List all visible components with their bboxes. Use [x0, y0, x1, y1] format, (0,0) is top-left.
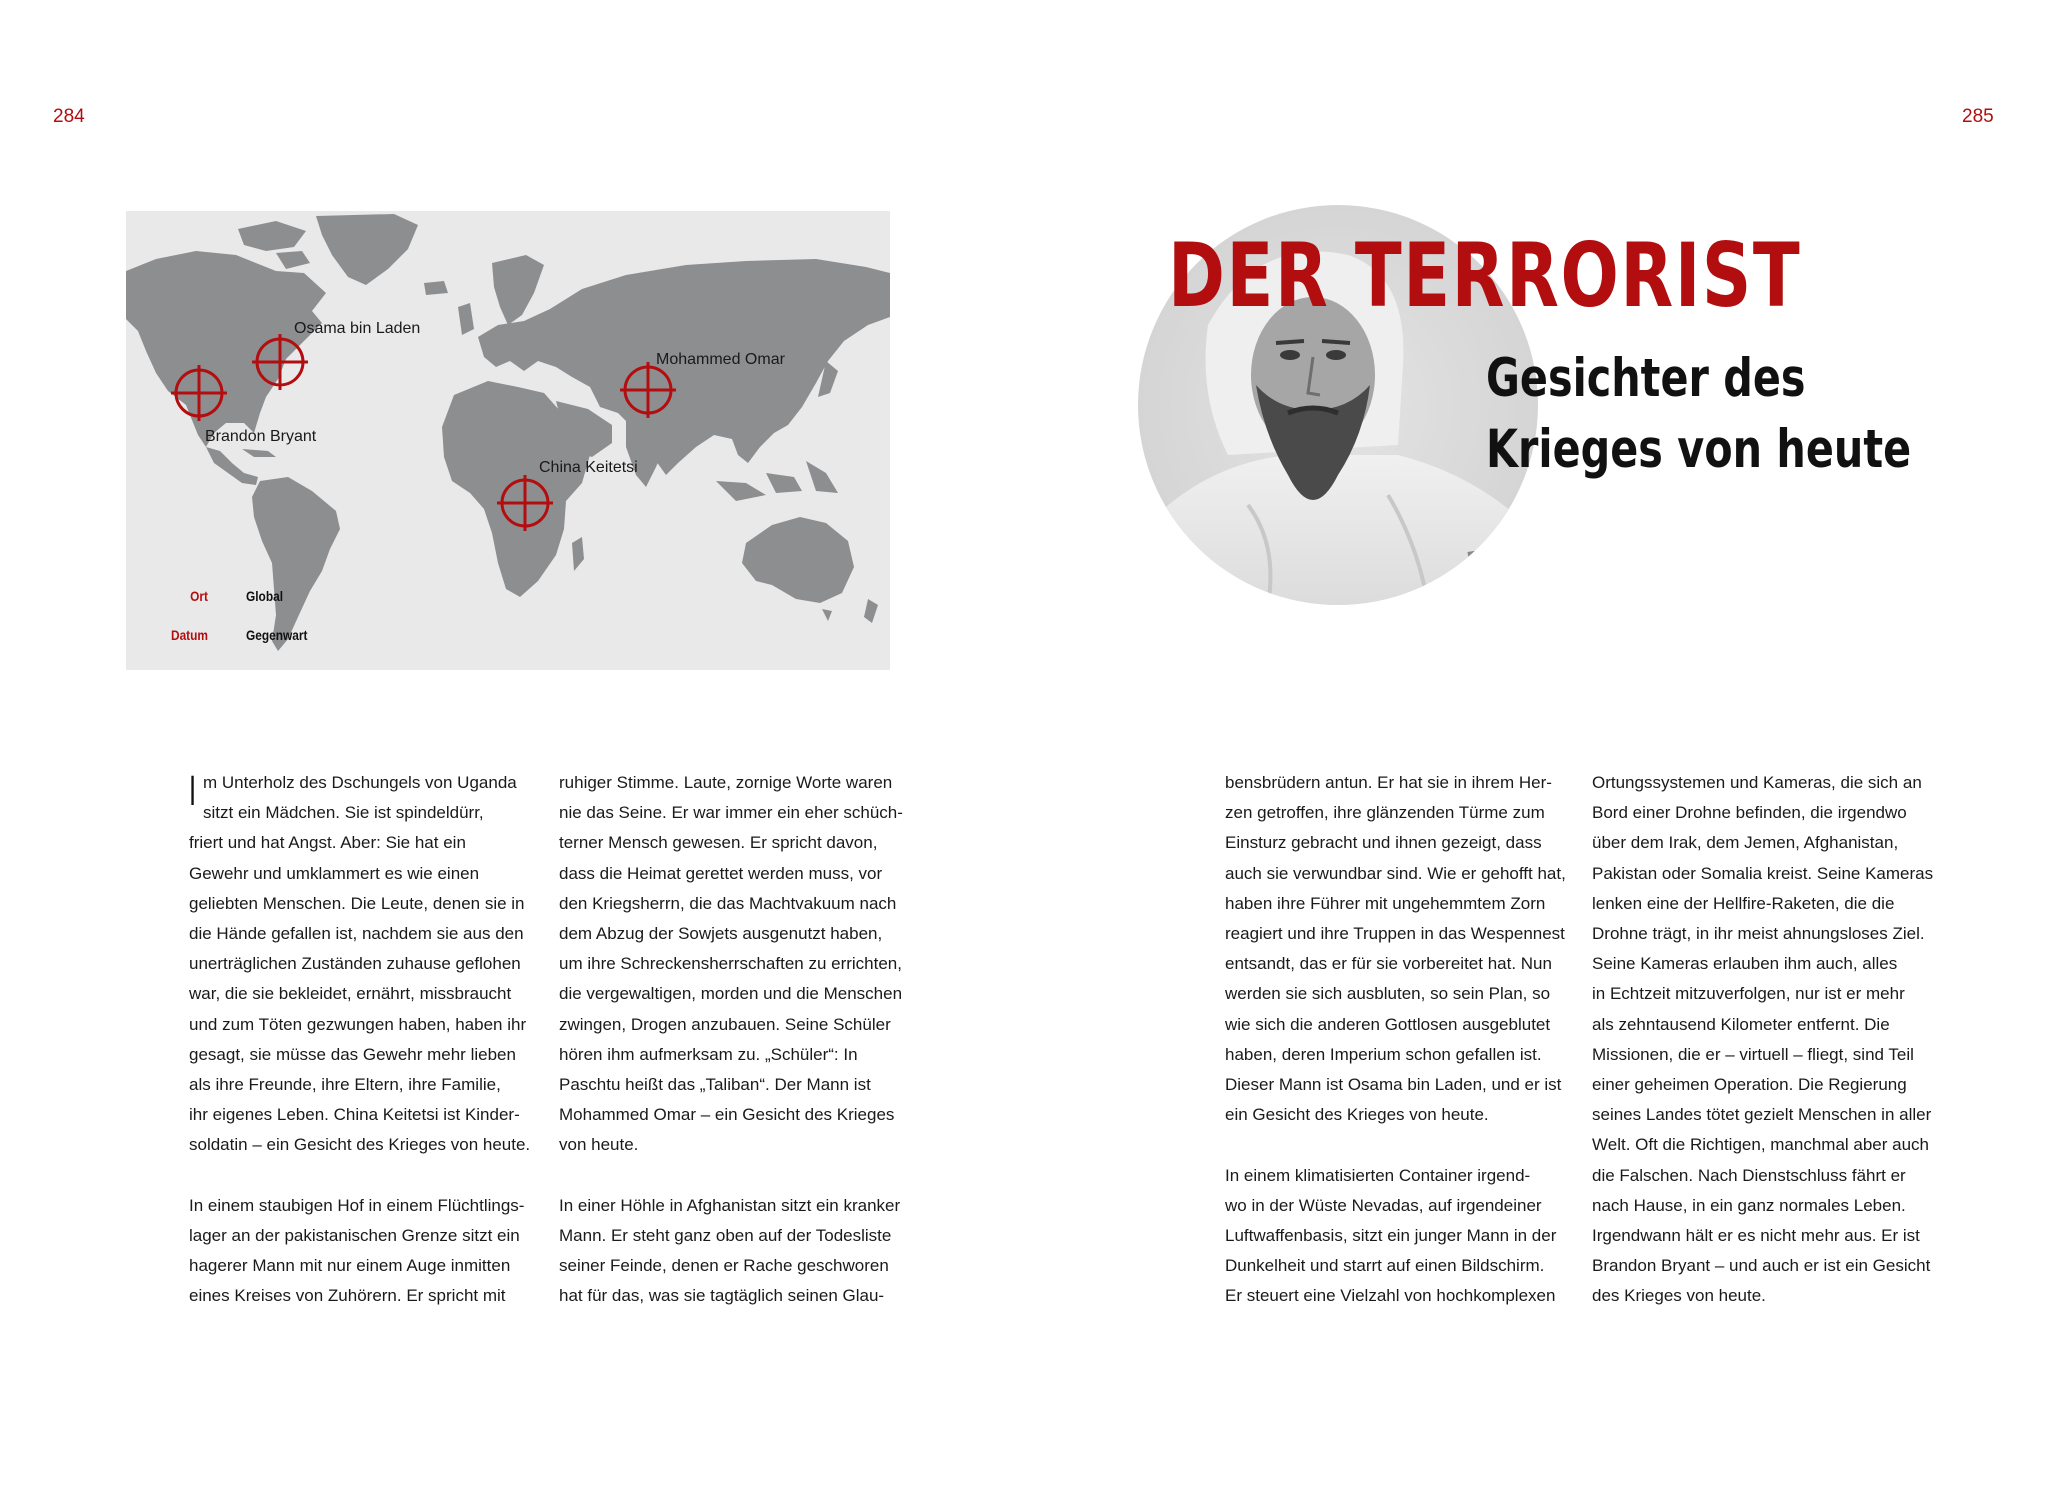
paragraph: In einer Höhle in Afghanistan sitzt ein kranker Mann. Er steht ganz oben auf der Todesliste seiner Feinde, denen er Rache geschworen hat für das, was sie tagtäglich seinen Glau- [559, 1195, 901, 1306]
legend-key-datum: Datum [170, 627, 208, 643]
paragraph: ruhiger Stimme. Laute, zornige Worte waren nie das Seine. Er war immer ein eher schüch- terner Mensch gewesen. Er spricht davon, dass die Heimat gerettet werden muss, vor den Kriegsherrn, die das Machtvakuum nach dem Abzug der Sowjets ausgenutzt haben, um ihre Schreckensherrschaften zu errichten, die vergewaltigen, morden und die Menschen zwingen, Drogen anzubauen. Seine Schüler hören ihm aufmerksam zu. „Schüler“: In Paschtu heißt das „Taliban“. Der Mann ist Mohammed Omar – ein Gesicht des Krieges von heute. [559, 773, 903, 1155]
world-map [126, 211, 890, 670]
north-america [126, 251, 326, 447]
map-label-brandon: Brandon Bryant [205, 428, 317, 445]
scandinavia [492, 255, 544, 325]
text-column-4 [1592, 768, 1952, 1312]
paragraph: In einem klimatisierten Container irgend- wo in der Wüste Nevadas, auf irgendeiner Luftwaffenbasis, sitzt ein junger Mann in der Dunkelheit und starrt auf einen Bildschirm. Er steuert eine Vielzahl von hochkomplexen [1225, 1165, 1557, 1306]
australia [742, 517, 854, 603]
legend-value-ort: Global [246, 588, 284, 604]
drop-cap: I [189, 769, 197, 815]
map-label-mohammed: Mohammed Omar [656, 351, 785, 368]
map-label-china: China Keitetsi [539, 459, 638, 476]
legend-key-ort: Ort [190, 588, 208, 604]
text-column-2 [559, 768, 919, 1312]
page-number-right: 285 [1962, 106, 1994, 127]
map-label-osama: Osama bin Laden [294, 320, 421, 337]
paragraph: In einem staubigen Hof in einem Flüchtlings- lager an der pakistanischen Grenze sitzt ein hagerer Mann mit nur einem Auge inmitten eines Kreises von Zuhörern. Er spricht mit [189, 1195, 525, 1306]
subtitle-line-2: Krieges von heute [1486, 419, 1912, 480]
south-america [252, 477, 340, 651]
paragraph-text: m Unterholz des Dschungels von Uganda sitzt ein Mädchen. Sie ist spindeldürr, friert und hat Angst. Aber: Sie hat ein Gewehr und umklammert es wie einen geliebten Menschen. Die Leute, denen sie in die Hände gefallen ist, nachdem sie aus den unerträglichen Zuständen zuhause geflohen war, die sie bekleidet, ernährt, missbraucht und zum Töten gezwungen haben, haben ihr gesagt, sie müsse das Gewehr mehr lieben als ihre Freunde, ihre Eltern, ihre Familie, ihr eigenes Leben. China Keitetsi ist Kinder- soldatin – ein Gesicht des Krieges von heute. [189, 773, 531, 1155]
text-column-1 [189, 768, 549, 1312]
arctic-islands [238, 221, 306, 251]
page-title: DER TERRORIST [1168, 224, 1802, 327]
legend-value-datum: Gegenwart [246, 627, 308, 643]
greenland [316, 214, 418, 285]
page-subtitle [1486, 343, 1911, 485]
page-number-left: 284 [53, 106, 85, 127]
subtitle-line-1: Gesichter des [1486, 348, 1806, 409]
text-column-3 [1225, 768, 1585, 1312]
paragraph [189, 768, 549, 1161]
uk [458, 303, 474, 335]
paragraph: Ortungssystemen und Kameras, die sich an Bord einer Drohne befinden, die irgendwo über dem Irak, dem Jemen, Afghanistan, Pakistan oder Somalia kreist. Seine Kameras lenken eine der Hellfire-Raketen, die die Drohne trägt, in ihr meist ahnungsloses Ziel. Seine Kameras erlauben ihm auch, alles in Echtzeit mitzuverfolgen, nur ist er mehr als zehntausend Kilometer entfernt. Die Missionen, die er – virtuell – fliegt, sind Teil einer geheimen Operation. Die Regierung seines Landes tötet gezielt Menschen in aller Welt. Oft die Richtigen, manchmal aber auch die Falschen. Nach Dienstschluss fährt er nach Hause, in ein ganz normales Leben. Irgendwann hält er es nicht mehr aus. Er ist Brandon Bryant – und auch er ist ein Gesicht des Krieges von heute. [1592, 773, 1934, 1306]
paragraph: bensbrüdern antun. Er hat sie in ihrem Her- zen getroffen, ihre glänzenden Türme zum Einsturz gebracht und ihnen gezeigt, dass auch sie verwundbar sind. Wie er gehofft hat, haben ihre Führer mit ungehemmtem Zorn reagiert und ihre Truppen in das Wespennest entsandt, das er für sie vorbereitet hat. Nun werden sie sich ausbluten, so sein Plan, so wie sich die anderen Gottlosen ausgeblutet haben, deren Imperium schon gefallen ist. Dieser Mann ist Osama bin Laden, und er ist ein Gesicht des Krieges von heute. [1225, 773, 1566, 1125]
